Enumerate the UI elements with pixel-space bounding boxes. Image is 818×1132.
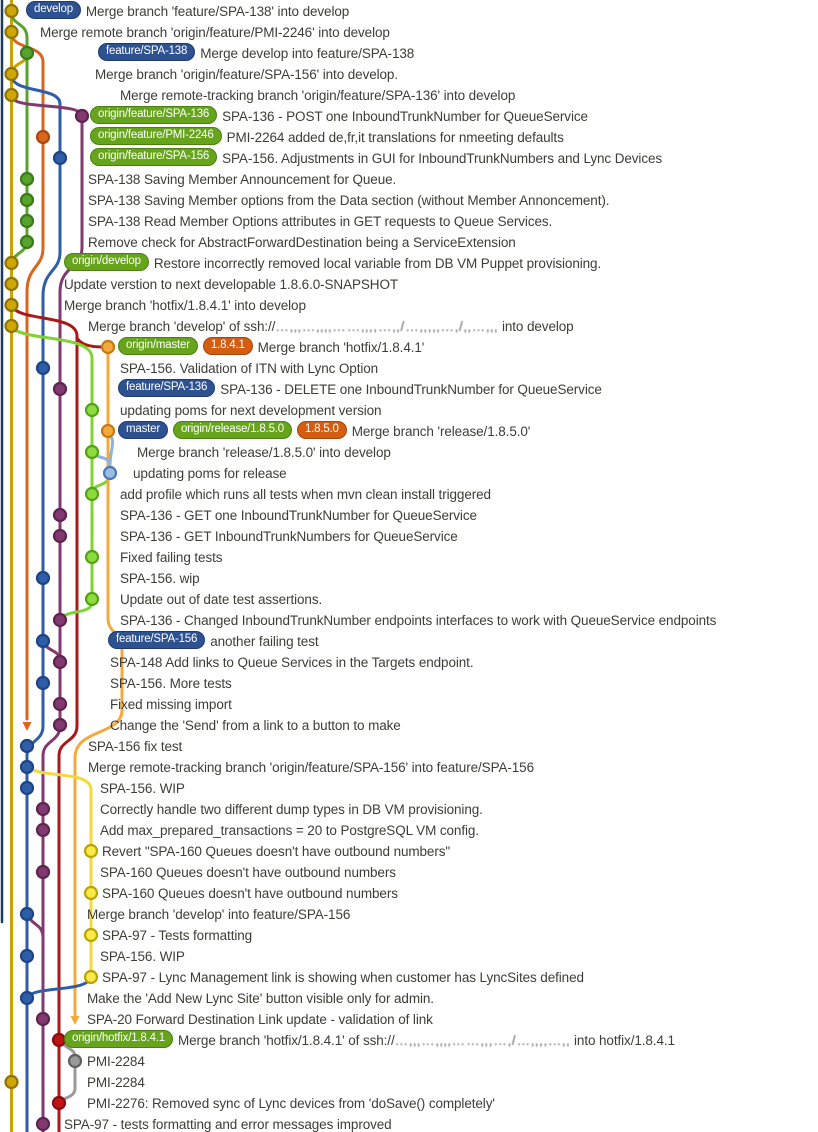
commit-message: Make the 'Add New Lync Site' button visible only for admin. (87, 990, 434, 1006)
commit-row[interactable] (90, 105, 588, 126)
commit-message: Update out of date test assertions. (120, 591, 323, 607)
commit-message-prefix: Merge branch 'hotfix/1.8.4.1' of ssh:// (177, 1032, 395, 1048)
commit-message: updating poms for release (133, 465, 287, 481)
commit-message: SPA-97 - Lync Management link is showing when customer has LyncSites defined (102, 969, 584, 985)
commit-message: Merge develop into feature/SPA-138 (200, 45, 415, 61)
commit-row[interactable] (118, 378, 602, 399)
commit-row[interactable] (88, 735, 182, 756)
commit-row[interactable] (64, 1029, 675, 1050)
commit-message: PMI-2284 (87, 1053, 145, 1069)
commit-message: SPA-156. wip (120, 570, 200, 586)
commit-row[interactable] (26, 0, 349, 21)
commit-row[interactable] (95, 63, 398, 84)
commit-row[interactable] (87, 987, 434, 1008)
commit-row[interactable] (120, 357, 378, 378)
commit-message: PMI-2276: Removed sync of Lync devices from 'doSave() completely' (87, 1095, 495, 1111)
commit-message (88, 319, 574, 334)
commit-row[interactable] (120, 567, 200, 588)
commit-message: SPA-138 Saving Member Announcement for Queue. (88, 171, 397, 187)
commit-row[interactable] (64, 273, 398, 294)
commit-row[interactable] (87, 1050, 145, 1071)
commit-row[interactable] (120, 588, 322, 609)
commit-message: Correctly handle two different dump types in DB VM provisioning. (100, 801, 483, 817)
commit-message: SPA-156. Adjustments in GUI for InboundTrunkNumbers and Lync Devices (222, 150, 663, 166)
commit-message: Remove check for AbstractForwardDestination being a ServiceExtension (88, 234, 516, 250)
commit-message: Revert "SPA-160 Queues doesn't have outbound numbers" (102, 843, 451, 859)
commit-row[interactable] (90, 126, 564, 147)
commit-message: SPA-156 fix test (88, 738, 183, 754)
commit-row[interactable] (102, 882, 398, 903)
commit-message: Merge remote-tracking branch 'origin/feature/SPA-156' into feature/SPA-156 (88, 759, 534, 775)
commit-row[interactable] (87, 1008, 433, 1029)
commit-row[interactable] (87, 1071, 145, 1092)
commit-message: SPA-138 Saving Member options from the Data section (without Member Annoncement). (88, 192, 610, 208)
commit-row[interactable] (64, 1113, 392, 1132)
commit-message: Restore incorrectly removed local variable from DB VM Puppet provisioning. (153, 255, 602, 271)
commit-message-suffix: into hotfix/1.8.4.1 (570, 1032, 675, 1048)
commit-row[interactable] (137, 441, 391, 462)
commit-row[interactable] (88, 315, 574, 336)
commit-message: Merge branch 'hotfix/1.8.4.1' (257, 339, 425, 355)
commit-row[interactable] (120, 525, 458, 546)
commit-row[interactable] (120, 504, 477, 525)
branch-badge[interactable]: origin/hotfix/1.8.4.1 (64, 1030, 173, 1048)
commit-row[interactable] (108, 630, 319, 651)
commit-row[interactable] (120, 399, 381, 420)
commit-message: Change the 'Send' from a link to a button to make (110, 717, 401, 733)
commit-row[interactable] (118, 420, 530, 441)
branch-badge[interactable]: master (118, 421, 168, 439)
commit-message-prefix: Merge branch 'develop' of ssh:// (88, 318, 276, 334)
commit-message: another failing test (210, 633, 319, 649)
branch-badge[interactable]: develop (26, 1, 81, 19)
commit-message: Merge branch 'develop' into feature/SPA-156 (87, 906, 351, 922)
branch-badge[interactable]: origin/feature/SPA-136 (90, 106, 217, 124)
commit-row[interactable] (90, 147, 662, 168)
commit-message: Merge branch 'release/1.8.5.0' (351, 423, 531, 439)
commit-message: add profile which runs all tests when mvn clean install triggered (120, 486, 491, 502)
commit-message: Merge remote branch 'origin/feature/PMI-2246' into develop (40, 24, 390, 40)
commit-message: Merge branch 'feature/SPA-138' into develop (85, 3, 350, 19)
commit-row[interactable] (110, 714, 401, 735)
commit-row[interactable] (120, 546, 222, 567)
commit-row[interactable] (64, 252, 601, 273)
commit-message: PMI-2264 added de,fr,it translations for nmeeting defaults (226, 129, 564, 145)
commit-message: SPA-156. WIP (100, 948, 185, 964)
commit-row[interactable] (120, 609, 716, 630)
obscured-url-text: …‚‚‚…‚‚‚‚……‚‚,…‚/…‚‚,‚…‚‚ (394, 1032, 571, 1048)
branch-badge[interactable]: origin/release/1.8.5.0 (173, 421, 292, 439)
commit-row[interactable] (110, 672, 232, 693)
branch-badge[interactable]: origin/feature/PMI-2246 (90, 127, 222, 145)
commit-row[interactable] (120, 84, 515, 105)
commit-message: SPA-138 Read Member Options attributes in GET requests to Queue Services. (88, 213, 553, 229)
commit-message: SPA-156. More tests (110, 675, 232, 691)
commit-message: SPA-136 - DELETE one InboundTrunkNumber for QueueService (220, 381, 602, 397)
commit-message: Merge branch 'hotfix/1.8.4.1' into develop (64, 297, 306, 313)
commit-message: Merge remote-tracking branch 'origin/feature/SPA-136' into develop (120, 87, 516, 103)
commit-row[interactable] (102, 840, 450, 861)
commit-message: PMI-2284 (87, 1074, 145, 1090)
commit-row[interactable] (118, 336, 424, 357)
commit-row[interactable] (64, 294, 306, 315)
commit-row[interactable] (100, 861, 396, 882)
commit-row[interactable] (88, 189, 609, 210)
commit-message: updating poms for next development version (120, 402, 382, 418)
commit-message: Update verstion to next developable 1.8.6.0-SNAPSHOT (64, 276, 398, 292)
commit-message: SPA-156. Validation of ITN with Lync Option (120, 360, 379, 376)
branch-badge[interactable]: feature/SPA-138 (98, 43, 195, 61)
commit-row[interactable] (102, 966, 584, 987)
branch-badge[interactable]: feature/SPA-156 (108, 631, 205, 649)
commit-message: SPA-160 Queues doesn't have outbound numbers (100, 864, 396, 880)
tag-badge[interactable]: 1.8.4.1 (203, 337, 253, 355)
branch-badge[interactable]: origin/develop (64, 253, 149, 271)
commit-row[interactable] (133, 462, 287, 483)
branch-badge[interactable]: feature/SPA-136 (118, 379, 215, 397)
commit-message: Merge branch 'origin/feature/SPA-156' into develop. (95, 66, 398, 82)
commit-row[interactable] (100, 777, 185, 798)
commit-row[interactable] (120, 483, 491, 504)
commit-row[interactable] (110, 693, 232, 714)
commit-message: SPA-97 - tests formatting and error messages improved (64, 1116, 392, 1132)
commit-message: SPA-136 - GET InboundTrunkNumbers for QueueService (120, 528, 458, 544)
commit-row[interactable] (87, 1092, 495, 1113)
commit-message-suffix: into develop (498, 318, 574, 334)
commit-message (178, 1033, 675, 1048)
commit-row[interactable] (88, 756, 534, 777)
branch-badge[interactable]: origin/master (118, 337, 198, 355)
commit-message: SPA-136 - GET one InboundTrunkNumber for QueueService (120, 507, 477, 523)
commit-message: SPA-148 Add links to Queue Services in the Targets endpoint. (110, 654, 474, 670)
commit-row[interactable] (100, 819, 479, 840)
commit-message: SPA-160 Queues doesn't have outbound numbers (102, 885, 398, 901)
commit-row[interactable] (88, 210, 552, 231)
commit-message: SPA-136 - POST one InboundTrunkNumber for QueueService (222, 108, 588, 124)
commit-message: Merge branch 'release/1.8.5.0' into develop (137, 444, 391, 460)
commit-message: Fixed missing import (110, 696, 232, 712)
commit-row[interactable] (100, 945, 185, 966)
commit-row[interactable] (88, 231, 516, 252)
commit-row[interactable] (87, 903, 350, 924)
commit-row[interactable] (100, 798, 483, 819)
commit-row[interactable] (88, 168, 396, 189)
commit-message: SPA-97 - Tests formatting (102, 927, 253, 943)
commit-message: SPA-20 Forward Destination Link update - validation of link (87, 1011, 433, 1027)
commit-message: SPA-156. WIP (100, 780, 185, 796)
commit-row[interactable] (110, 651, 473, 672)
commit-message: Add max_prepared_transactions = 20 to PostgreSQL VM config. (100, 822, 479, 838)
obscured-url-text: …‚‚‚…‚‚‚‚……‚‚‚,…‚‚/…‚‚,‚‚…‚/‚‚…‚‚‚ (275, 318, 499, 334)
commit-message: SPA-136 - Changed InboundTrunkNumber endpoints interfaces to work with QueueService endpoints (120, 612, 717, 628)
branch-badge[interactable]: origin/feature/SPA-156 (90, 148, 217, 166)
commit-row[interactable] (102, 924, 252, 945)
commit-row[interactable] (40, 21, 390, 42)
commit-message: Fixed failing tests (120, 549, 223, 565)
commit-row[interactable] (98, 42, 414, 63)
tag-badge[interactable]: 1.8.5.0 (297, 421, 347, 439)
